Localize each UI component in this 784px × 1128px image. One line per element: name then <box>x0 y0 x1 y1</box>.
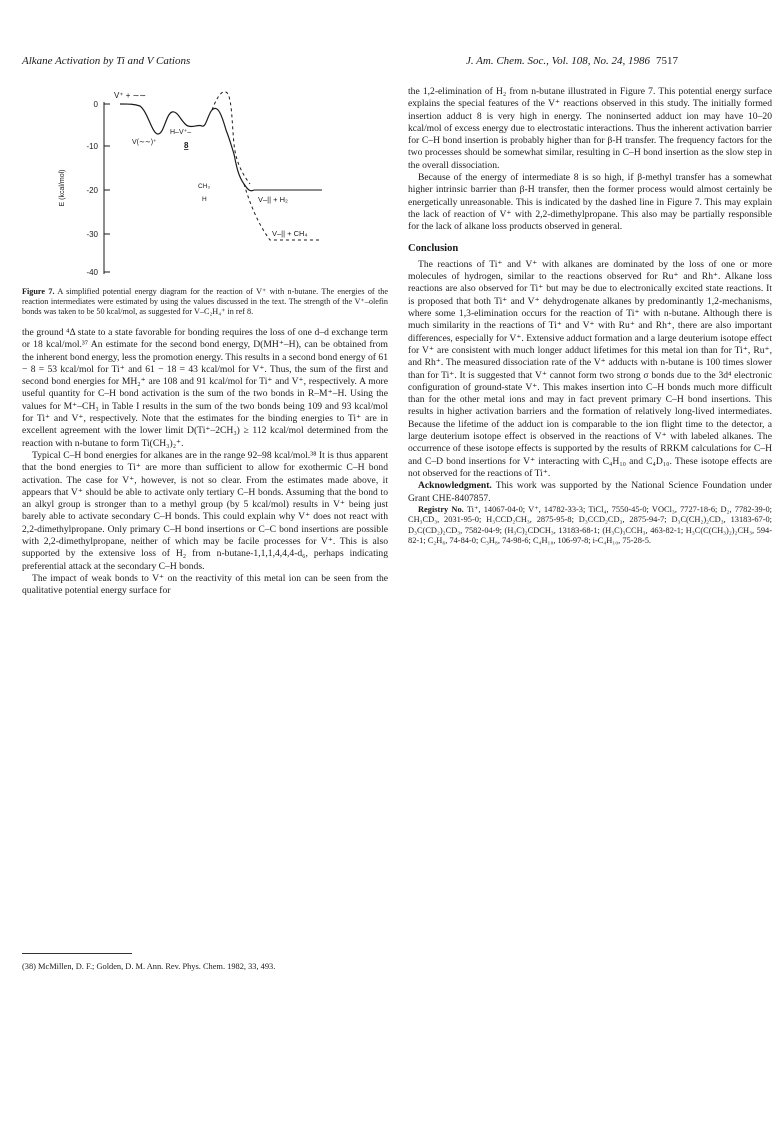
footnote-divider <box>22 953 132 954</box>
tick-label-10: -10 <box>86 142 98 151</box>
reactants-label: V⁺ + ∼∼ <box>114 91 147 100</box>
tick-label-30: -30 <box>86 230 98 239</box>
acknowledgment-label: Acknowledgment. <box>418 480 492 492</box>
right-column <box>408 86 772 547</box>
registry-text: Ti⁺, 14067-04-0; V⁺, 14782-33-3; TiCl₄, 7550-45-0; VOCl₃, 7727-18-6; D₂, 7782-39-0; CH₃CD₃, 2031-95-0; H₃CCD₂CH₃, 2875-95-8; D₃CCD₂CD₃, 2875-94-7; D₃C(CH₂)₂CD₃, 13183-67-0; D₃C(CD₂)₂CD₃, 7582-04-9; (H₃C)₂CDCH₃, 13183-68-1; (H₃C)₃CCH₃, 463-82-1; H₃C(C(CH₃)₂)₂CH₃, 594-82-1; C₂H₆, 74-84-0; C₃H₈, 74-98-6; C₄H₁₀, 106-97-8; i-C₄H₁₀, 75-28-5. <box>408 504 773 546</box>
h-v-label: H–V⁺– <box>170 129 192 136</box>
page-number: 7517 <box>656 55 679 67</box>
left-column <box>22 327 388 598</box>
acknowledgment <box>408 480 772 505</box>
tick-label-20: -20 <box>86 186 98 195</box>
h2-elimination-label: V–|| + H₂ <box>258 195 288 204</box>
h-intermediate-label: H <box>202 196 207 203</box>
acknowledgment-text: This work was supported by the National Science Foundation under Grant CHE-8407857. <box>408 480 772 504</box>
potential-energy-diagram <box>22 84 388 284</box>
tick-label-0: 0 <box>93 100 98 109</box>
left-paragraph-1: the ground ⁴Δ state to a state favorable for bonding requires the loss of one d–d exchange term or 18 kcal/mol.³⁷ An estimate for the second bond energy, D(MH⁺–H), can be obtained from the inherent bond energy, less the promotion energy. This results in a second bond energy of 61 − 8 = 53 kcal/mol for Ti⁺ and 61 − 18 = 43 kcal/mol for V⁺. Thus, the sum of the first and second bond energies for MH₂⁺ are 108 and 91 kcal/mol for Ti⁺ and V⁺, respectively. A more useful quantity for C–H bond activation is the sum of the two bonds in R–M⁺–H. Using the values for M⁺–CH₃ in Table I results in the sum of the two bonds being 109 and 93 kcal/mol for Ti⁺ and V⁺, respectively. Note that the estimates for the binding energies to Ti⁺ are in excellent agreement with the lower limit D(Ti⁺–2CH₃) ≥ 112 kcal/mol determined from the reaction with n-butane to form Ti(CH₃)₂⁺. <box>22 327 388 449</box>
registry-label: Registry No. <box>418 504 464 514</box>
left-paragraph-3: The impact of weak bonds to V⁺ on the reactivity of this metal ion can be seen from the qualitative potential energy surface for <box>22 572 388 597</box>
left-paragraph-2: Typical C–H bond energies for alkanes are in the range 92–98 kcal/mol.³⁸ It is thus apparent that the bond energies to Ti⁺ are more than sufficient to allow for exothermic C–H bond activation. The case for V⁺, however, is not so clear. From the estimates made above, it appears that V⁺ should be able to activate only tertiary C–H bonds. Assuming that the bond to an alkyl group is stronger than to a methyl group (by 5 kcal/mol) results in V⁺ being just barely able to activate secondary C–H bonds. This could explain why V⁺ does not react with 2,2-dimethylpropane. Only primary C–H bond insertions or C–C bond insertions are possible with 2,2-dimethylpropane, neither of which may be facile processes for V⁺. This is also supported by the extensive loss of H₂ from n-butane-1,1,1,4,4,4-d₆, perhaps indicating preferential attack at the secondary C–H bonds. <box>22 449 388 572</box>
journal-name: J. Am. Chem. Soc., Vol. 108, No. 24, 1986 <box>466 55 651 67</box>
dashed-barrier-curve <box>212 92 250 184</box>
figure-caption-text: A simplified potential energy diagram for the reaction of V⁺ with n-butane. The energies of the reaction intermediates were estimated by using the values discussed in the text. The strength of the V⁺–olefin bonds was taken to be 50 kcal/mol, as suggested for V–C₂H₄⁺ in ref 8. <box>22 287 388 317</box>
right-paragraph-1: the 1,2-elimination of H₂ from n-butane illustrated in Figure 7. This potential energy surface explains the special features of the V⁺ reactions observed in this study. The initially formed insertion adduct 8 is very high in energy. The noninserted adduct ion may have 10–20 kcal/mol of excess energy due to electrostatic interactions. Thus the inherent activation barrier for C–H bond insertion is probably higher than for β-H transfer. The frequency factors for the two processes should be somewhat similar, resulting in C–H bond insertion as the slow step in the overall dissociation. <box>408 86 772 171</box>
conclusion-heading: Conclusion <box>408 242 459 254</box>
figure-caption-label: Figure 7. <box>22 287 55 296</box>
tick-label-40: -40 <box>86 268 98 277</box>
conclusion-paragraph: The reactions of Ti⁺ and V⁺ with alkanes are dominated by the loss of one or more molecules of hydrogen, similar to the reactions observed for Ru⁺ and Rh⁺. Alkane loss reactions are also observed for Ti⁺ but may be due to electronically excited state reactions. It is proposed that both Ti⁺ and V⁺ dehydrogenate alkanes by predominantly 1,2-mechanisms, where some 1,3-elimination occurs for the reaction of Ti⁺ with n-butane. Although there is much similarity in the reactions of Ti⁺ and V⁺ with Ru⁺ and Rh⁺, there are also important differences, especially for V⁺. Extensive adduct formation and a large deuterium isotope effect for V⁺ are consistent with much longer adduct lifetimes for this metal ion than for Ti⁺, Ru⁺, and Rh⁺. The measured dissociation rate of the V⁺ adducts with n-butane is 100 times slower than for Ti⁺. It is suggested that V⁺ cannot form two strong σ bonds due to the 3d⁴ electronic configuration of ground-state V⁺. This makes insertion into C–H bonds much more difficult than for the other metal ions and may in fact prevent primary C–H bond insertions. This results in higher activation barriers and the formation of relatively long-lived intermediates. Because the lifetime of the adduct ion is comparable to the ion flight time to the detector, a large deuterium isotope effect is observed in the reactions of V⁺ with labeled alkanes. The occurrence of these isotope effects is supported by the results of RRKM calculations for C–H and C–D bond insertions for V⁺ interacting with C₄H₁₀ and C₄D₁₀. These isotope effects are not observed for the reactions of Ti⁺. <box>408 258 772 479</box>
journal-citation <box>466 55 678 67</box>
right-paragraph-2: Because of the energy of intermediate 8 is so high, if β-methyl transfer has a somewhat higher intrinsic barrier than β-H transfer, then the former process would almost certainly be energetically unreasonable. This is indicated by the dashed line in Figure 7. This may explain the lack of reaction of V⁺ with 2,2-dimethylpropane. This also may be partially responsible for the lack of alkane loss products observed in general. <box>408 172 772 233</box>
figure-caption <box>22 287 388 318</box>
y-axis-title: E (kcal/mol) <box>59 169 66 207</box>
ch4-elimination-label: V–|| + CH₄ <box>272 229 308 238</box>
running-title: Alkane Activation by Ti and V Cations <box>22 55 191 67</box>
intermediate-8-label: 8 <box>184 141 189 150</box>
registry-numbers <box>408 505 772 547</box>
adduct-label: V(∼∼)⁺ <box>132 139 157 146</box>
footnote-38: (38) McMillen, D. F.; Golden, D. M. Ann. Rev. Phys. Chem. 1982, 33, 493. <box>22 962 276 971</box>
ch3-intermediate-label: CH₃ <box>198 183 211 190</box>
